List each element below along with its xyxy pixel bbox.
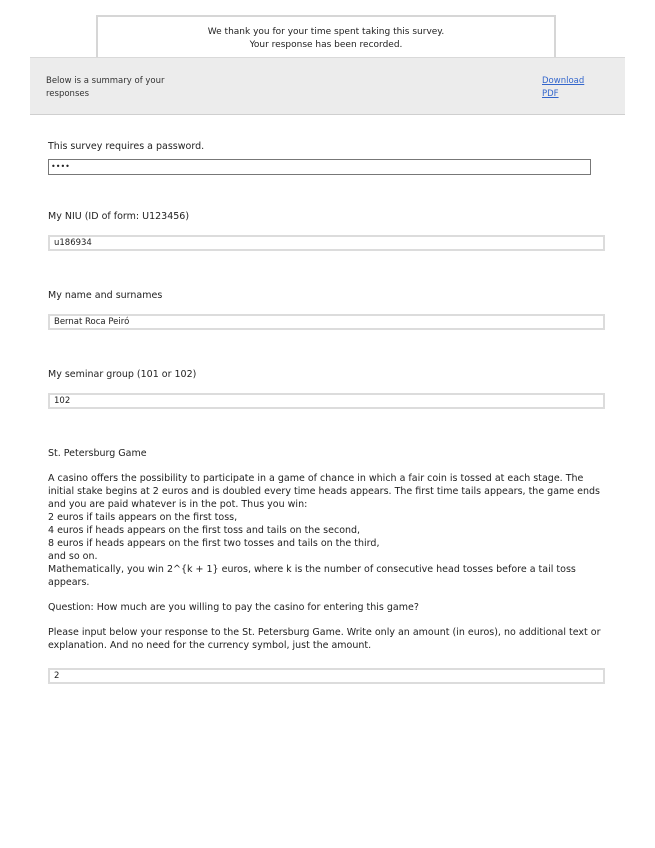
game-case-3: 8 euros if heads appears on the first two tosses and tails on the third, (48, 538, 380, 549)
game-question: Question: How much are you willing to pay the casino for entering this game? (48, 602, 419, 613)
name-label: My name and surnames (48, 290, 163, 301)
game-instructions: Please input below your response to the St. Petersburg Game. Write only an amount (in euros), no additional text or explanation. And no need for the currency symbol, just the amount. (48, 627, 601, 651)
password-input[interactable]: •••• (48, 159, 591, 175)
group-input[interactable]: 102 (48, 393, 605, 409)
confirmation-box (96, 15, 556, 57)
confirmation-line-1: We thank you for your time spent taking this survey. (207, 27, 445, 37)
game-case-4: and so on. (48, 551, 98, 562)
game-formula: Mathematically, you win 2^{k + 1} euros, where k is the number of consecutive head tosses before a tail toss appears. (48, 564, 576, 588)
group-label: My seminar group (101 or 102) (48, 369, 197, 380)
game-title: St. Petersburg Game (48, 448, 147, 459)
confirmation-line-2: Your response has been recorded. (249, 40, 403, 50)
game-case-2: 4 euros if heads appears on the first toss and tails on the second, (48, 525, 361, 536)
game-answer-input[interactable]: 2 (48, 668, 605, 684)
name-input[interactable]: Bernat Roca Peiró (48, 314, 605, 330)
password-label: This survey requires a password. (48, 141, 205, 152)
summary-bar (30, 57, 625, 115)
summary-text: Below is a summary of your responses (46, 76, 165, 99)
niu-input[interactable]: u186934 (48, 235, 605, 251)
game-description (48, 447, 608, 652)
niu-label: My NIU (ID of form: U123456) (48, 211, 190, 222)
game-case-1: 2 euros if tails appears on the first toss, (48, 512, 238, 523)
download-pdf-link[interactable]: Download PDF (542, 76, 585, 99)
game-intro: A casino offers the possibility to participate in a game of chance in which a fair coin is tossed at each stage. The initial stake begins at 2 euros and is doubled every time heads appears. The first time tails appears, the game ends and you are paid whatever is in the pot. Thus you win: (48, 473, 600, 510)
